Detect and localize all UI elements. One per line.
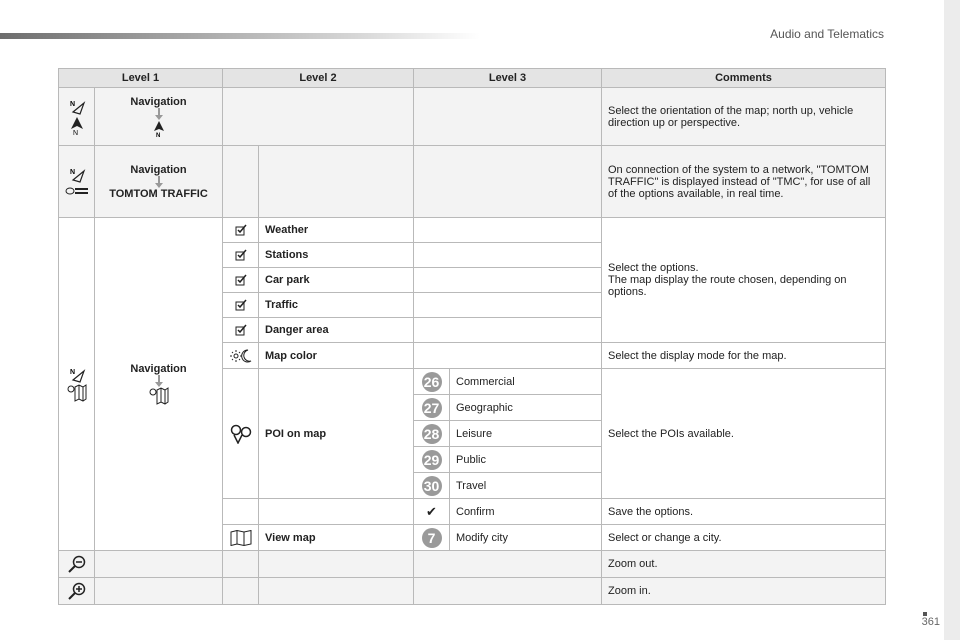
svg-text:N: N: [69, 168, 75, 176]
modify-city-button[interactable]: Modify city: [450, 525, 602, 551]
option-car-park[interactable]: Car park: [259, 268, 414, 293]
confirm-button[interactable]: Confirm: [450, 499, 602, 525]
reference-number-badge: 7: [422, 528, 442, 548]
table-row: [59, 146, 886, 218]
level1-navigation: [95, 146, 223, 218]
col-header-level2: Level 2: [223, 69, 414, 88]
comment-cell: Select the options. The map display the route chosen, depending on options.: [602, 218, 886, 343]
icon-cell: [59, 88, 95, 146]
side-strip: [944, 0, 960, 640]
reference-number-badge: 28: [422, 424, 442, 444]
north-arrow-icon: [68, 116, 86, 136]
day-night-icon: [230, 349, 252, 363]
map-settings-icon: [149, 387, 169, 405]
poi-leisure[interactable]: Leisure: [450, 421, 602, 447]
reference-number-badge: 29: [422, 450, 442, 470]
svg-text:N: N: [155, 132, 160, 138]
checkbox-icon: [235, 224, 247, 236]
zoom-in-icon[interactable]: [67, 582, 87, 600]
map-settings-icon: [67, 384, 87, 402]
down-arrow-icon: [154, 108, 164, 120]
level1-navigation: [95, 218, 223, 551]
comment-cell: Save the options.: [602, 499, 886, 525]
poi-public[interactable]: Public: [450, 447, 602, 473]
down-arrow-icon: [154, 375, 164, 387]
option-map-color[interactable]: Map color: [259, 343, 414, 369]
comment-cell: Select the orientation of the map; north up, vehicle direction up or perspective.: [602, 88, 886, 146]
tomtom-label: TOMTOM TRAFFIC: [109, 187, 208, 200]
checkbox-icon: [235, 274, 247, 286]
comment-cell: Zoom in.: [602, 578, 886, 605]
option-traffic[interactable]: Traffic: [259, 293, 414, 318]
zoom-out-icon[interactable]: [67, 555, 87, 573]
comment-cell: Zoom out.: [602, 551, 886, 578]
poi-icon: [230, 424, 252, 444]
page-number: 361: [921, 616, 940, 628]
checkbox-icon: [235, 249, 247, 261]
svg-text:N: N: [69, 369, 75, 376]
reference-number-badge: 27: [422, 398, 442, 418]
table-row: [59, 218, 886, 243]
comment-cell: Select the POIs available.: [602, 369, 886, 499]
poi-geographic[interactable]: Geographic: [450, 395, 602, 421]
option-stations[interactable]: Stations: [259, 243, 414, 268]
icon-cell: [59, 146, 95, 218]
option-weather[interactable]: Weather: [259, 218, 414, 243]
comment-cell: On connection of the system to a network, "TOMTOM TRAFFIC" is displayed instead of "TMC", for use of all of the options available, in real time.: [602, 146, 886, 218]
option-view-map[interactable]: View map: [259, 525, 414, 551]
page-header-title: Audio and Telematics: [770, 27, 884, 41]
comment-cell: Select or change a city.: [602, 525, 886, 551]
checkbox-icon: [235, 324, 247, 336]
tomtom-logo-icon: [65, 184, 89, 198]
navigation-label: Navigation: [130, 363, 187, 375]
navigation-arrow-icon: [68, 166, 86, 184]
comment-cell: Select the display mode for the map.: [602, 343, 886, 369]
menu-table: [58, 68, 886, 605]
table-row: [59, 551, 886, 578]
poi-travel[interactable]: Travel: [450, 473, 602, 499]
reference-number-badge: 26: [422, 372, 442, 392]
navigation-label: Navigation: [130, 95, 187, 108]
level1-navigation: [95, 88, 223, 146]
view-map-icon: [230, 530, 252, 546]
svg-text:N: N: [69, 100, 75, 108]
svg-text:N: N: [72, 129, 78, 136]
checkmark-icon: ✔: [426, 503, 437, 519]
col-header-level3: Level 3: [414, 69, 602, 88]
down-arrow-icon: [154, 176, 164, 188]
navigation-arrow-icon: [68, 98, 86, 116]
navigation-label: Navigation: [130, 163, 187, 176]
icon-cell: [59, 218, 95, 551]
col-header-comments: Comments: [602, 69, 886, 88]
navigation-arrow-icon: [68, 366, 86, 384]
table-header-row: [59, 69, 886, 88]
table-row: [59, 88, 886, 146]
header-rule: [0, 33, 480, 39]
north-arrow-icon: [152, 120, 166, 138]
reference-number-badge: 30: [422, 476, 442, 496]
option-danger-area[interactable]: Danger area: [259, 318, 414, 343]
table-row: [59, 578, 886, 605]
poi-commercial[interactable]: Commercial: [450, 369, 602, 395]
checkbox-icon: [235, 299, 247, 311]
col-header-level1: Level 1: [59, 69, 223, 88]
option-poi-on-map[interactable]: POI on map: [259, 369, 414, 499]
